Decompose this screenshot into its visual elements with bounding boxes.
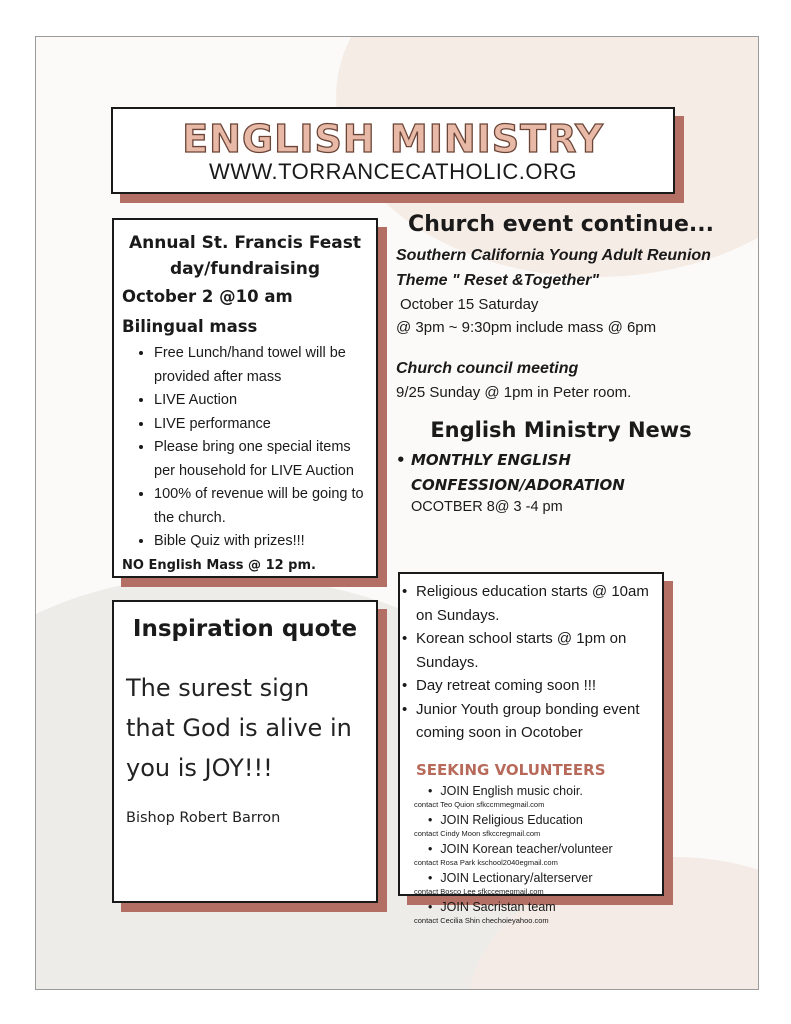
- list-item: • Please bring one special items per household for LIVE Auction: [154, 436, 370, 483]
- volunteer-contact: contact Cindy Moon sfkccregmail.com: [414, 828, 541, 838]
- volunteer-item: • JOIN Religious Education: [410, 812, 662, 828]
- reunion-theme: Theme " Reset &Together": [396, 272, 600, 289]
- inspiration-box: [112, 600, 378, 903]
- feast-note: NO English Mass @ 12 pm.: [122, 557, 316, 573]
- news-box: [398, 572, 664, 925]
- inspiration-quote: The surest sign that God is alive in you is JOY!!!: [126, 674, 352, 782]
- website-url: WWW.TORRANCECATHOLIC.ORG: [208, 159, 578, 184]
- events-title: Church event continue...: [408, 212, 714, 237]
- volunteer-item: • JOIN English music choir.: [410, 783, 662, 799]
- feast-list: [120, 342, 370, 554]
- volunteers-title: SEEKING VOLUNTEERS: [416, 760, 606, 779]
- volunteer-contact: contact Teo Quion sfkccmmegmail.com: [414, 799, 545, 809]
- reunion-date: October 15 Saturday: [400, 296, 539, 313]
- list-item: • Junior Youth group bonding event coming soon in Ocotober: [410, 698, 662, 745]
- list-item: • Korean school starts @ 1pm on Sundays.: [410, 627, 662, 674]
- volunteer-contact: contact Bosco Lee sfkccemegmail.com: [414, 886, 544, 896]
- right-column: [396, 212, 726, 516]
- list-item: • LIVE performance: [154, 413, 370, 437]
- list-item: • Day retreat coming soon !!!: [410, 674, 662, 698]
- list-item: • Religious education starts @ 10am on Sundays.: [410, 580, 662, 627]
- monthly-confession-date: OCOTBER 8@ 3 -4 pm: [411, 499, 563, 515]
- news-list: [410, 580, 662, 745]
- bullet-icon: •: [396, 451, 406, 469]
- volunteer-contact: contact Rosa Park kschool2040egmail.com: [414, 857, 558, 867]
- volunteer-item: • JOIN Sacristan team: [410, 899, 662, 915]
- inspiration-title: Inspiration quote: [132, 616, 358, 642]
- list-item: • Free Lunch/hand towel will be provided after mass: [154, 342, 370, 389]
- feast-title: Annual St. Francis Feast day/fundraising: [128, 233, 362, 279]
- page-title: ENGLISH MINISTRY: [182, 117, 604, 161]
- council-time: 9/25 Sunday @ 1pm in Peter room.: [396, 384, 632, 401]
- council-title: Church council meeting: [396, 360, 579, 377]
- volunteer-item: • JOIN Korean teacher/volunteer: [410, 841, 662, 857]
- feast-mass: Bilingual mass: [122, 317, 258, 336]
- feast-box: [112, 218, 378, 578]
- list-item: • 100% of revenue will be going to the church.: [154, 483, 370, 530]
- inspiration-author: Bishop Robert Barron: [126, 810, 281, 826]
- list-item: • LIVE Auction: [154, 389, 370, 413]
- page-frame: [35, 36, 759, 990]
- reunion-title: Southern California Young Adult Reunion: [396, 247, 711, 264]
- news-title: English Ministry News: [430, 418, 692, 442]
- reunion-time: @ 3pm ~ 9:30pm include mass @ 6pm: [396, 319, 657, 336]
- monthly-confession-label: MONTHLY ENGLISH CONFESSION/ADORATION: [410, 451, 625, 494]
- volunteer-item: • JOIN Lectionary/alterserver: [410, 870, 662, 886]
- feast-date: October 2 @10 am: [122, 287, 293, 306]
- monthly-confession: [396, 448, 726, 498]
- list-item: • Bible Quiz with prizes!!!: [154, 530, 370, 554]
- header-box: [111, 107, 675, 194]
- volunteer-contact: contact Cecilia Shin chechoieyahoo.com: [414, 915, 549, 925]
